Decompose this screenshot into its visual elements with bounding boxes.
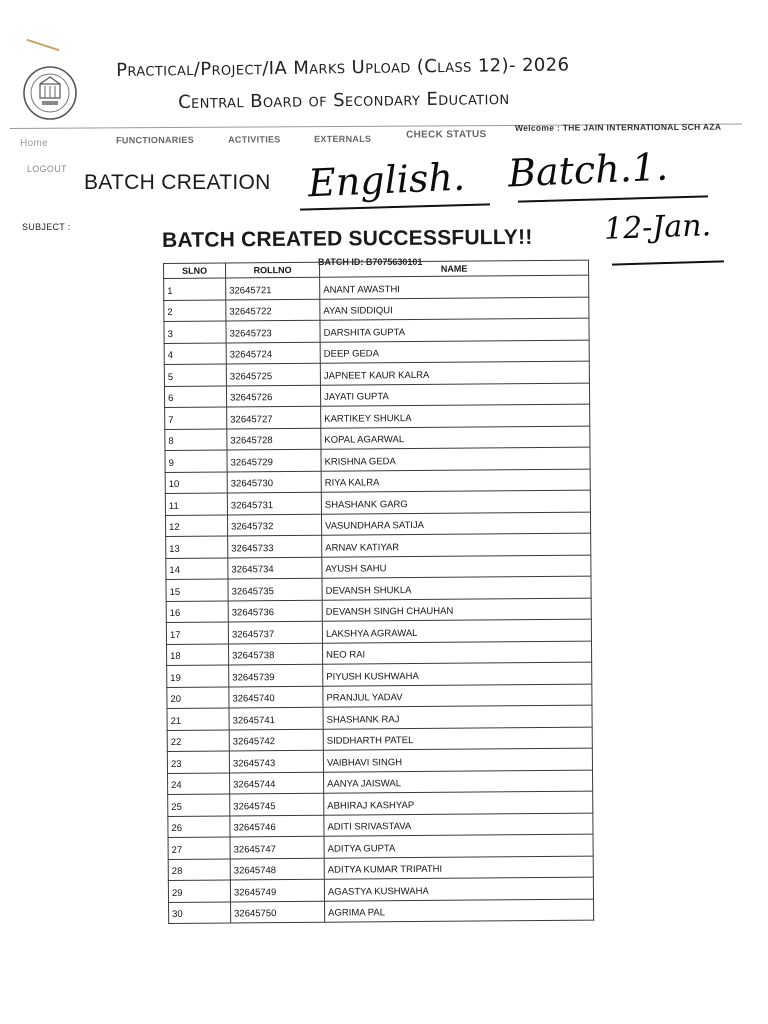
cell-rollno-text: 32645729 (230, 456, 273, 469)
cell-slno-text: 6 (168, 393, 174, 405)
nav-check-status[interactable]: CHECK STATUS (406, 129, 487, 141)
cell-rollno-text: 32645726 (230, 392, 273, 404)
cell-slno-text: 8 (168, 436, 174, 448)
cell-rollno-text: 32645736 (231, 607, 275, 619)
cell-slno (168, 837, 230, 859)
cell-slno (167, 751, 229, 773)
cell-rollno-text: 32645739 (232, 671, 275, 684)
cell-slno-text: 29 (171, 887, 183, 899)
cell-name (320, 297, 589, 321)
cell-slno-text: 17 (169, 629, 181, 641)
cell-slno (168, 772, 230, 794)
cell-name-text: PIYUSH KUSHWAHA (326, 670, 419, 683)
cell-slno-text: 12 (169, 522, 180, 534)
cell-slno (165, 472, 227, 494)
cell-name-text: DEVANSH SINGH CHAUHAN (325, 605, 454, 618)
cell-rollno (226, 320, 320, 342)
cell-name (321, 447, 590, 471)
cell-rollno (230, 836, 324, 858)
cell-name (321, 490, 590, 514)
cell-name (320, 318, 589, 342)
cell-name-text: SHASHANK RAJ (326, 713, 400, 726)
cell-slno-text: 15 (169, 586, 181, 598)
cell-name (321, 404, 590, 428)
handwritten-underline (612, 260, 724, 265)
cell-slno (165, 429, 227, 451)
cell-name-text: DARSHITA GUPTA (323, 326, 406, 339)
cell-slno-text: 11 (168, 500, 179, 512)
cell-slno (164, 386, 226, 408)
cell-rollno (229, 664, 323, 686)
column-header-name: NAME (319, 260, 588, 277)
cell-slno-text: 7 (168, 414, 174, 426)
cell-name-text: KARTIKEY SHUKLA (324, 412, 412, 425)
cell-name-text: KOPAL AGARWAL (324, 434, 405, 446)
cell-name-text: DEEP GEDA (323, 348, 380, 360)
cell-name-text: JAPNEET KAUR KALRA (323, 369, 430, 382)
cell-name-text: ARNAV KATIYAR (325, 541, 400, 554)
cell-rollno-text: 32645742 (232, 736, 276, 748)
success-message: BATCH CREATED SUCCESSFULLY!! (162, 225, 533, 252)
cell-rollno-text: 32645743 (232, 757, 276, 770)
cell-name (323, 727, 592, 751)
cell-rollno-text: 32645738 (232, 650, 275, 662)
cell-slno-text: 22 (170, 737, 182, 749)
cell-name-text: AGRIMA PAL (328, 907, 385, 919)
cell-slno (164, 278, 226, 300)
cell-name (324, 791, 593, 815)
cell-rollno-text: 32645734 (231, 564, 274, 576)
cell-name (322, 619, 591, 643)
cell-name (322, 533, 591, 557)
student-table-wrap (163, 260, 594, 924)
cell-rollno (227, 514, 321, 536)
cell-name-text: VASUNDHARA SATIJA (325, 520, 425, 532)
cell-rollno (228, 557, 322, 579)
cell-name-text: ABHIRAJ KASHYAP (327, 799, 415, 812)
cell-rollno (229, 686, 323, 708)
cell-slno (168, 815, 230, 837)
cell-slno (168, 858, 230, 880)
cell-slno-text: 20 (170, 694, 182, 706)
cell-rollno-text: 32645747 (233, 843, 276, 856)
cell-slno-text: 19 (170, 672, 181, 684)
cell-rollno (230, 815, 324, 837)
cell-rollno-text: 32645725 (229, 370, 273, 383)
cell-name (321, 469, 590, 493)
cell-rollno (226, 385, 320, 407)
cell-rollno (231, 901, 325, 923)
cell-rollno-text: 32645745 (233, 800, 276, 813)
cell-slno (165, 450, 227, 472)
cell-rollno-text: 32645728 (230, 435, 273, 447)
cell-rollno (229, 707, 323, 729)
cell-slno-text: 14 (169, 565, 181, 577)
nav-externals[interactable]: EXTERNALS (314, 133, 372, 145)
paper-speck (27, 39, 60, 51)
cell-slno (166, 558, 228, 580)
cell-slno-text: 27 (171, 844, 183, 856)
cell-slno-text: 1 (167, 285, 173, 297)
nav-home[interactable]: Home (20, 137, 49, 149)
cell-name (324, 813, 593, 837)
cell-rollno (226, 363, 320, 385)
table-row (169, 899, 594, 924)
cell-rollno (226, 342, 320, 364)
cell-slno-text: 26 (171, 823, 183, 835)
cell-name (324, 834, 593, 858)
cell-name (320, 275, 589, 299)
cell-name-text: LAKSHYA AGRAWAL (325, 627, 418, 640)
cell-slno (166, 622, 228, 644)
cell-slno (165, 515, 227, 537)
cell-rollno-text: 32645749 (233, 886, 277, 899)
cell-name-text: DEVANSH SHUKLA (325, 584, 412, 597)
cell-rollno-text: 32645746 (233, 822, 276, 834)
cell-name (324, 877, 593, 901)
cell-rollno-text: 32645744 (233, 779, 276, 791)
cell-slno-text: 18 (170, 651, 181, 663)
cell-name-text: ADITI SRIVASTAVA (327, 821, 412, 833)
cell-rollno-text: 32645733 (231, 542, 274, 555)
cell-rollno (228, 643, 322, 665)
cell-name (321, 512, 590, 536)
nav-activities[interactable]: ACTIVITIES (228, 134, 281, 145)
cell-slno-text: 2 (167, 307, 173, 319)
cell-slno-text: 23 (170, 758, 182, 770)
column-header-rollno: ROLLNO (226, 262, 320, 278)
cell-rollno (230, 858, 324, 880)
handwritten-date: 12-Jan. (603, 208, 712, 247)
cell-name-text: AGASTYA KUSHWAHA (327, 885, 429, 898)
cell-rollno (228, 535, 322, 557)
batch-id: BATCH ID: B7075630101 (318, 257, 423, 267)
cell-slno (165, 407, 227, 429)
cell-name (325, 899, 594, 923)
student-table (163, 260, 594, 924)
cell-rollno-text: 32645741 (232, 714, 275, 727)
cell-name-text: KRISHNA GEDA (324, 455, 396, 468)
cell-slno-text: 25 (171, 801, 182, 813)
cell-slno (165, 493, 227, 515)
cell-slno (164, 364, 226, 386)
cell-slno (166, 643, 228, 665)
cell-rollno (229, 750, 323, 772)
cell-rollno (228, 621, 322, 643)
cell-slno-text: 28 (171, 866, 183, 878)
cell-rollno-text: 32645724 (229, 349, 273, 361)
cell-slno-text: 10 (168, 479, 180, 491)
cell-rollno (227, 428, 321, 450)
cell-rollno (228, 578, 322, 600)
page-heading: BATCH CREATION (84, 171, 271, 194)
cell-slno-text: 24 (171, 780, 182, 792)
cell-name (322, 576, 591, 600)
cell-slno-text: 16 (169, 608, 181, 620)
cell-name (320, 340, 589, 364)
cell-name-text: RIYA KALRA (324, 477, 380, 489)
handwritten-subject: English. (307, 154, 466, 206)
cell-slno (169, 901, 231, 923)
cell-slno (166, 579, 228, 601)
cell-rollno (229, 729, 323, 751)
cbse-emblem-icon (20, 64, 80, 122)
cell-name (322, 641, 591, 665)
cell-name-text: VAIBHAVI SINGH (326, 756, 403, 769)
cell-name (320, 383, 589, 407)
cell-rollno (230, 793, 324, 815)
cell-rollno-text: 32645723 (229, 327, 272, 340)
cell-name-text: ADITYA KUMAR TRIPATHI (327, 864, 443, 876)
subject-label: SUBJECT : (22, 222, 71, 232)
welcome-text: Welcome : THE JAIN INTERNATIONAL SCH AZA (514, 121, 722, 133)
cell-rollno-text: 32645727 (230, 413, 273, 426)
column-header-slno: SLNO (164, 263, 226, 278)
nav-functionaries[interactable]: FUNCTIONARIES (116, 134, 195, 146)
cell-slno (167, 665, 229, 687)
cell-slno (167, 686, 229, 708)
cell-name (322, 555, 591, 579)
cell-rollno (226, 299, 320, 321)
cell-rollno-text: 32645721 (229, 284, 272, 297)
cell-rollno-text: 32645731 (230, 499, 274, 512)
handwritten-underline (518, 195, 708, 202)
cell-name-text: AANYA JAISWAL (327, 778, 402, 790)
cell-rollno-text: 32645750 (234, 908, 277, 920)
cell-rollno-text: 32645737 (231, 628, 275, 641)
cell-rollno (227, 449, 321, 471)
cell-slno (166, 600, 228, 622)
cell-rollno (230, 772, 324, 794)
cell-name-text: ANANT AWASTHI (323, 283, 400, 296)
cell-name-text: AYUSH SAHU (325, 563, 387, 575)
cell-slno-text: 4 (167, 350, 174, 362)
handwritten-batch: Batch.1. (507, 144, 669, 196)
cell-slno (164, 300, 226, 322)
cell-rollno (228, 600, 322, 622)
cell-rollno-text: 32645730 (230, 478, 274, 490)
cell-name (323, 705, 592, 729)
cell-slno-text: 30 (172, 909, 183, 921)
cell-name-text: NEO RAI (326, 649, 366, 661)
cell-slno-text: 9 (168, 457, 174, 469)
cell-slno (164, 321, 226, 343)
cell-name-text: AYAN SIDDIQUI (323, 305, 393, 317)
cell-rollno (226, 277, 320, 299)
cell-name-text: SIDDHARTH PATEL (326, 735, 414, 747)
cell-rollno-text: 32645722 (229, 306, 272, 318)
cell-slno-text: 21 (170, 715, 182, 727)
board-name: Central Board of Secondary Education (178, 87, 510, 113)
cell-name (324, 770, 593, 794)
cell-slno (168, 794, 230, 816)
table-body (164, 275, 594, 923)
cell-slno-text: 13 (169, 543, 180, 555)
cell-name (322, 598, 591, 622)
cell-name-text: JAYATI GUPTA (324, 391, 389, 403)
cell-name (321, 426, 590, 450)
cell-rollno (227, 492, 321, 514)
cell-rollno-text: 32645735 (231, 585, 274, 598)
cell-name (323, 748, 592, 772)
cell-rollno-text: 32645732 (231, 521, 274, 533)
cell-name-text: ADITYA GUPTA (327, 842, 396, 855)
cell-name-text: PRANJUL YADAV (326, 692, 403, 704)
cell-name (320, 361, 589, 385)
cell-rollno (227, 471, 321, 493)
cell-name (323, 684, 592, 708)
cell-slno (164, 343, 226, 365)
cell-slno-text: 5 (167, 371, 174, 383)
cell-rollno-text: 32645748 (233, 865, 277, 877)
logout-link[interactable]: LOGOUT (27, 164, 67, 174)
cell-slno (168, 880, 230, 902)
cell-name (324, 856, 593, 880)
cell-slno (167, 708, 229, 730)
cell-slno-text: 3 (167, 328, 173, 340)
cell-slno (166, 536, 228, 558)
cell-name-text: SHASHANK GARG (324, 498, 408, 511)
cell-slno (167, 729, 229, 751)
cell-name (323, 662, 592, 686)
cell-rollno (230, 879, 324, 901)
portal-title: Practical/Project/IA Marks Upload (Class 12)- 2026 (116, 54, 570, 81)
cell-rollno (227, 406, 321, 428)
cell-rollno-text: 32645740 (232, 693, 275, 705)
